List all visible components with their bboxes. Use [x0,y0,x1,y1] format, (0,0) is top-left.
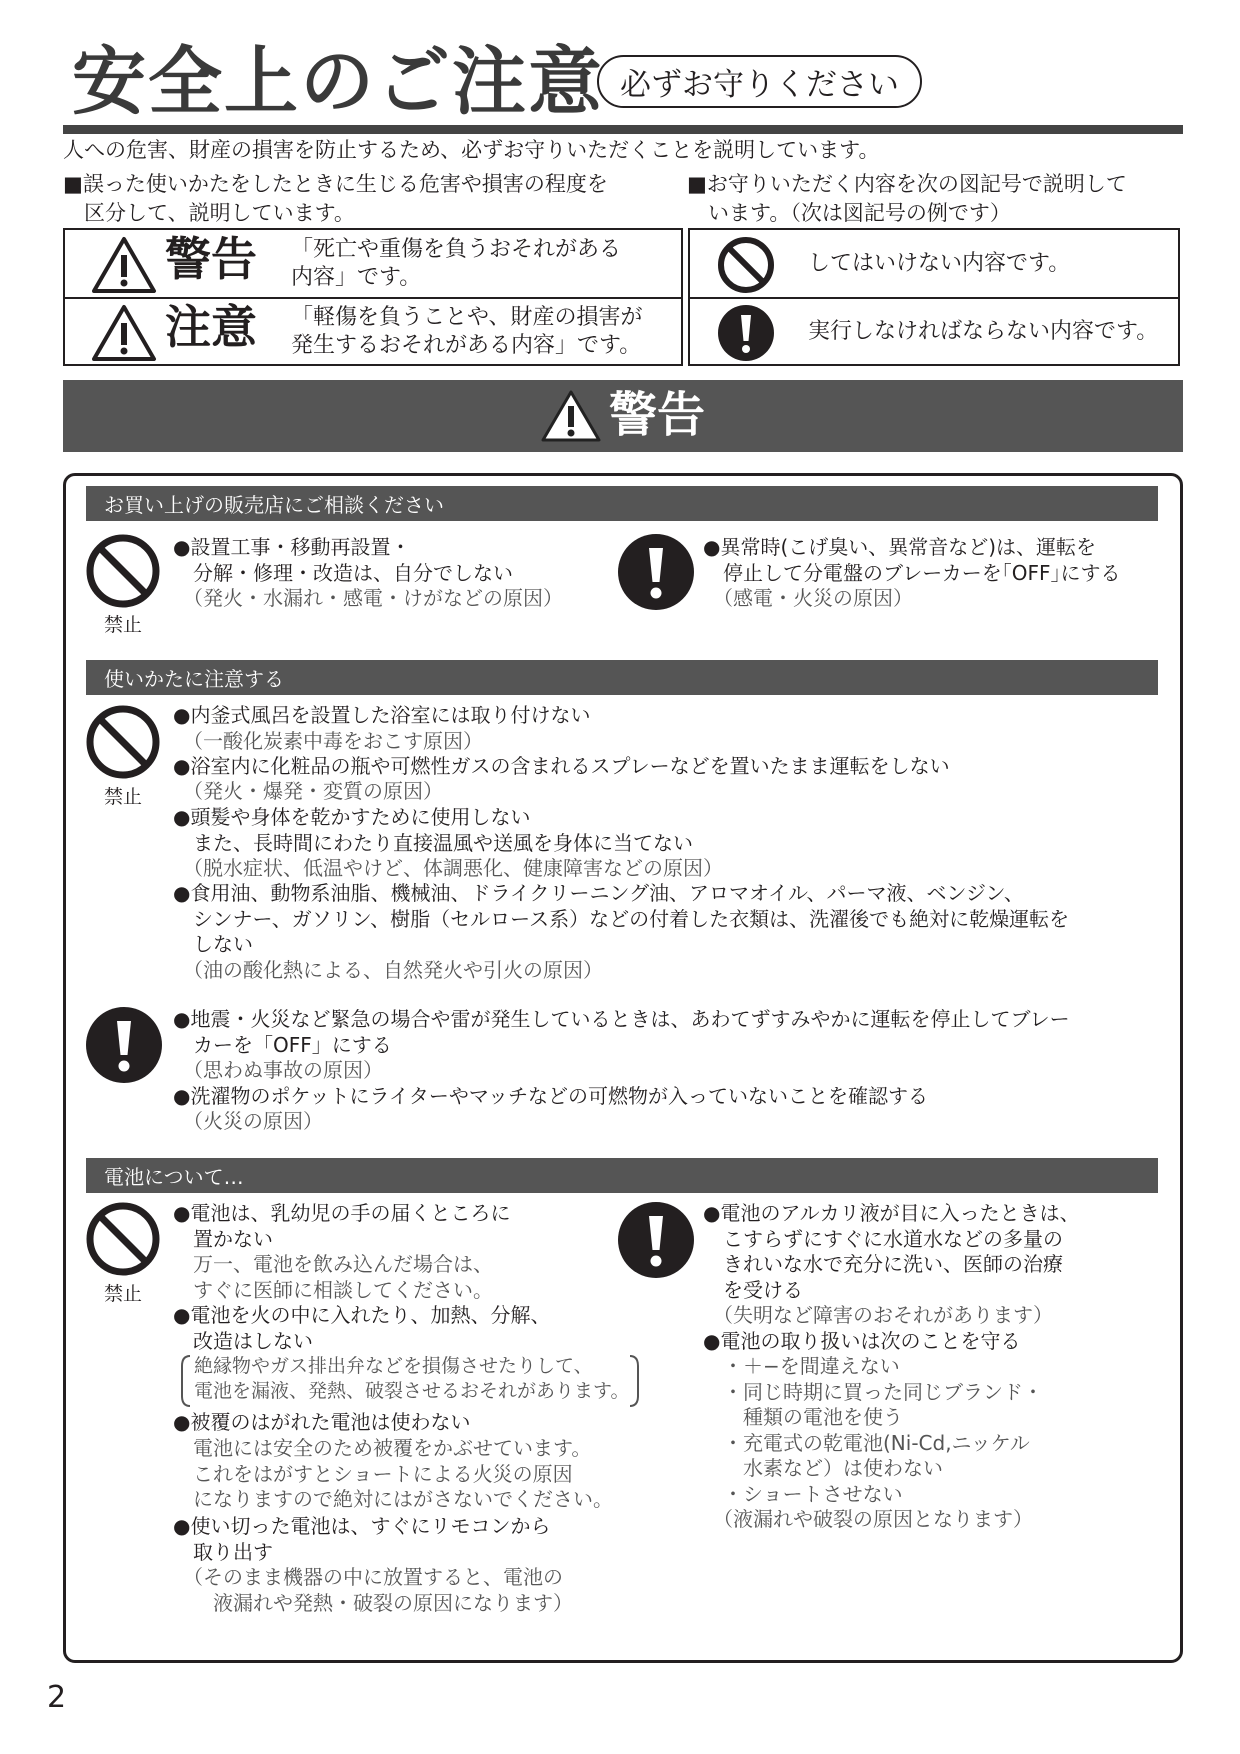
page-title: 安全上のご注意 [72,39,604,125]
list-item: ●浴室内に化粧品の瓶や可燃性ガスの含まれるスプレーなどを置いたまま運転をしない [173,754,950,778]
prohibition-label: 禁止 [104,1283,143,1305]
symbol-note: ■お守りいただく内容を次の図記号で説明して います。（次は図記号の例です） [687,172,1127,225]
warning-label: 警告 [165,232,257,286]
list-item-note: （そのまま機器の中に放置すると、電池の 液漏れや発熱・破裂の原因になります） [192,1565,573,1615]
warning-triangle-icon [541,389,601,443]
list-item-note: 絶縁物やガス排出弁などを損傷させたりして、 電池を漏液、発熱、破裂させるおそれがあります。 [194,1355,630,1402]
prohibition-label: 禁止 [104,786,143,808]
list-item-note: ・＋−を間違えない ・同じ時期に買った同じブランド・ 種類の電池を使う ・充電式の乾電池(Ni-Cd,ニッケル 水素など）は使わない ・ショートさせない （液漏れや破裂の原因となります） [722,1354,1043,1531]
caution-label: 注意 [165,300,257,354]
mandatory-icon [86,1007,162,1083]
section-title: 使いかたに注意する [104,667,284,691]
section-header-batteries [86,1158,1158,1193]
list-item: ●使い切った電池は、すぐにリモコンから 取り出す [173,1514,551,1564]
list-item-note: （油の酸化熱による、自然発火や引火の原因） [173,958,603,982]
list-item-note: （一酸化炭素中毒をおこす原因） [173,729,483,753]
list-item: ●電池の取り扱いは次のことを守る [703,1329,1021,1353]
list-item-note: （発火・水漏れ・感電・けがなどの原因） [173,586,563,610]
must-observe-badge [597,55,922,108]
list-item: ●設置工事・移動再設置・ 分解・修理・改造は、自分でしない [173,535,513,585]
list-item: ●被覆のはがれた電池は使わない [173,1410,471,1434]
list-item: ●異常時(こげ臭い、異常音など)は、運転を 停止して分電盤のブレーカーを｢OFF｣にする [703,535,1121,585]
warning-banner [63,380,1183,452]
prohibition-label: 禁止 [104,614,143,636]
open-bracket [180,1354,192,1408]
section-header-usage [86,660,1158,695]
prohibition-icon [86,1202,160,1276]
prohibition-icon [717,236,775,294]
list-item-note: 電池には安全のため被覆をかぶせています。 これをはがすとショートによる火災の原因 になりますので絶対にはがさないでください。 [192,1436,613,1511]
badge-text: 必ずお守りください [620,67,899,103]
list-item-note: （感電・火災の原因） [703,586,913,610]
list-item: ●頭髪や身体を乾かすために使用しない また、長時間にわたり直接温風や送風を身体に当てない [173,805,693,855]
list-item: ●電池を火の中に入れたり、加熱、分解、 改造はしない [173,1303,551,1353]
list-item-note: （失明など障害のおそれがあります） [703,1303,1053,1327]
warning-triangle-icon [92,236,156,294]
mandatory-icon [618,1202,694,1278]
list-item: ●内釜式風呂を設置した浴室には取り付けない [173,703,591,727]
list-item-note: （発火・爆発・変質の原因） [173,779,443,803]
caution-triangle-icon [92,304,156,362]
prohibition-icon [86,534,160,608]
list-item-note: （脱水症状、低温やけど、体調悪化、健康障害などの原因） [173,856,723,880]
caution-description: 「軽傷を負うことや、財産の損害が 発生するおそれがある内容」です。 [291,305,643,358]
intro-text: 人への危害、財産の損害を防止するため、必ずお守りいただくことを説明しています。 [63,138,880,162]
prohibition-icon [86,705,160,779]
list-item: ●食用油、動物系油脂、機械油、ドライクリーニング油、アロマオイル、パーマ液、ベンジン、 シンナー、ガソリン、樹脂（セルロース系）などの付着した衣類は、洗濯後でも絶対に乾燥運転を しない [173,881,1070,956]
prohibition-description: してはいけない内容です。 [808,251,1071,276]
list-item: ●電池のアルカリ液が目に入ったときは、 こすらずにすぐに水道水などの多量の きれいな水で充分に洗い、医師の治療 を受ける [703,1201,1080,1302]
list-item-note: （火災の原因） [173,1109,323,1133]
close-bracket [628,1354,640,1408]
symbol-legend [688,228,1180,366]
section-header-dealer [86,486,1158,521]
title-rule [63,125,1183,134]
section-title: お買い上げの販売店にご相談ください [104,493,444,517]
banner-label: 警告 [608,387,705,444]
warning-description: 「死亡や重傷を負うおそれがある 内容」です。 [291,237,622,290]
list-item: ●洗濯物のポケットにライターやマッチなどの可燃物が入っていないことを確認する [173,1084,929,1108]
section-title: 電池について… [104,1165,244,1189]
list-item: ●地震・火災など緊急の場合や雷が発生しているときは、あわてずすみやかに運転を停止してブレー カーを「OFF」にする [173,1007,1070,1057]
mandatory-icon [717,304,775,362]
list-item-note: 万一、電池を飲み込んだ場合は、 すぐに医師に相談してください。 [192,1252,493,1302]
page-number: 2 [47,1680,67,1715]
list-item: ●電池は、乳幼児の手の届くところに 置かない [173,1201,511,1251]
mandatory-icon [618,534,694,610]
mandatory-description: 実行しなければならない内容です。 [808,319,1159,344]
severity-legend [63,228,683,366]
severity-note: ■誤った使いかたをしたときに生じる危害や損害の程度を 区分して、説明しています。 [63,172,608,225]
list-item-note: （思わぬ事故の原因） [173,1058,383,1082]
